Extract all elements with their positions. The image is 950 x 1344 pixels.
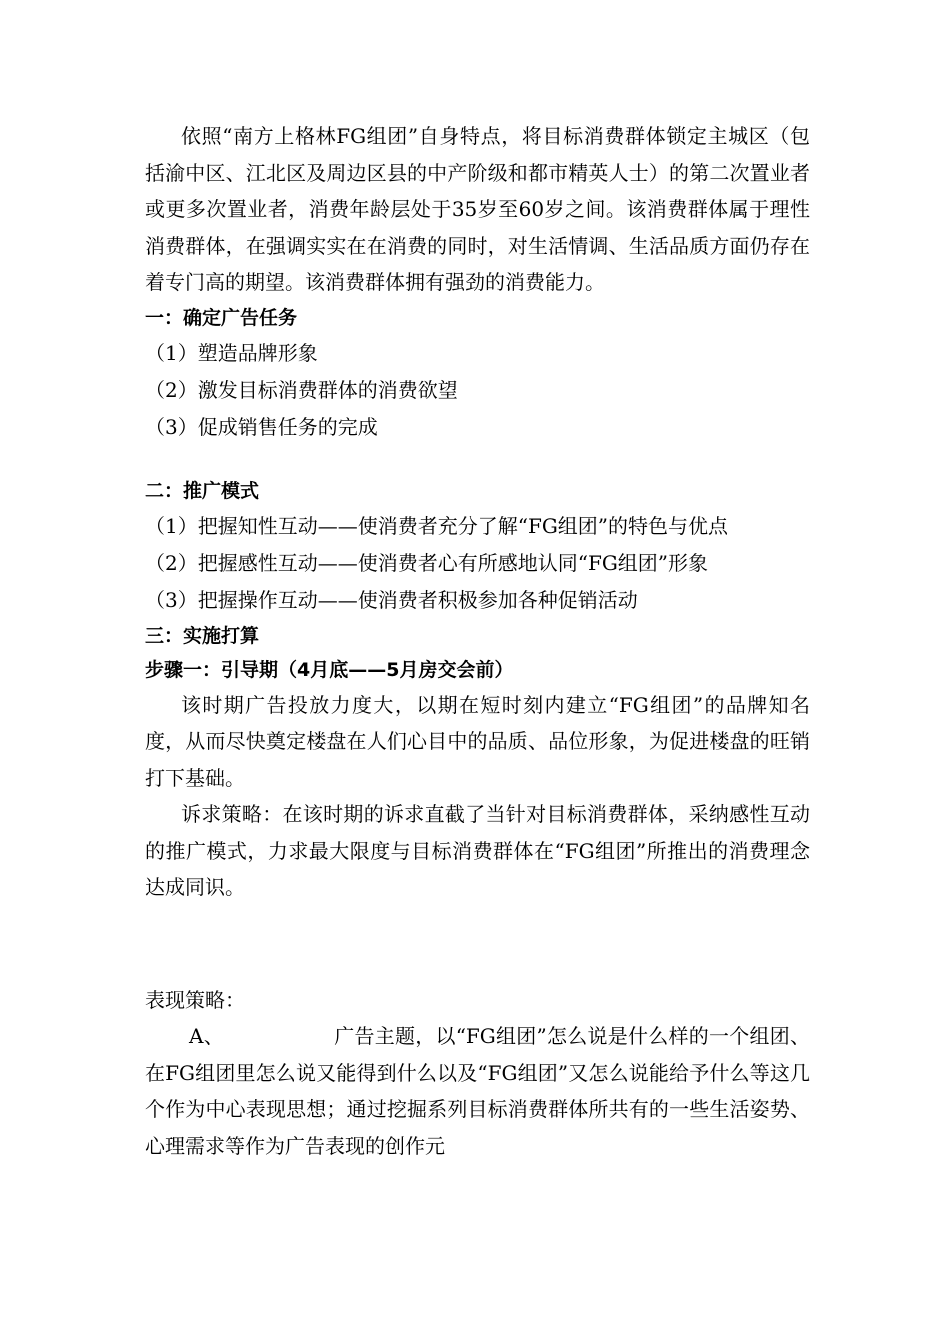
section2-heading: 二：推广模式	[145, 479, 260, 502]
expression-item-a	[145, 1018, 810, 1164]
step1-paragraph-1: 该时期广告投放力度大，以期在短时刻内建立“FG组团”的品牌知名度，从而尽快奠定楼盘在人们心目中的品质、品位形象，为促进楼盘的旺销打下基础。	[145, 692, 810, 790]
step1-paragraph-2: 诉求策略：在该时期的诉求直截了当针对目标消费群体，采纳感性互动的推广模式，力求最大限度与目标消费群体在“FG组团”所推出的消费理念达成同识。	[145, 802, 810, 899]
section1-item-3: （3）促成销售任务的完成	[145, 414, 378, 439]
section2-item-3: （3）把握操作互动——使消费者积极参加各种促销活动	[145, 587, 638, 612]
section2-item-2: （2）把握感性互动——使消费者心有所感地认同“FG组团”形象	[145, 550, 709, 575]
section2-item-1: （1）把握知性互动——使消费者充分了解“FG组团”的特色与优点	[145, 513, 729, 538]
section1-item-1: （1）塑造品牌形象	[145, 340, 318, 365]
section3-heading: 三：实施打算	[145, 624, 260, 647]
intro-paragraph: 依照“南方上格林FG组团”自身特点，将目标消费群体锁定主城区（包括渝中区、江北区及周边区县的中产阶级和都市精英人士）的第二次置业者或更多次置业者，消费年龄层处于35岁至60岁之间。该消费群体属于理性消费群体，在强调实实在在消费的同时，对生活情调、生活品质方面仍存在着专门高的期望。该消费群体拥有强劲的消费能力。	[145, 124, 810, 294]
item-a-prefix: A、	[189, 1024, 224, 1048]
spacer	[145, 446, 810, 474]
spacer	[145, 906, 810, 982]
section1-heading: 一：确定广告任务	[145, 306, 298, 329]
document-page	[145, 118, 810, 1164]
item-a-text: 广告主题，以“FG组团”怎么说是什么样的一个组团、在FG组团里怎么说又能得到什么以及“FG组团”又怎么说能给予什么等这几个作为中心表现思想；通过挖掘系列目标消费群体所共有的一些生活姿势、心理需求等作为广告表现的创作元	[145, 1024, 810, 1158]
expression-label: 表现策略：	[145, 987, 245, 1012]
step1-heading: 步骤一：引导期（4月底——5月房交会前）	[145, 658, 514, 681]
section1-item-2: （2）激发目标消费群体的消费欲望	[145, 377, 458, 402]
